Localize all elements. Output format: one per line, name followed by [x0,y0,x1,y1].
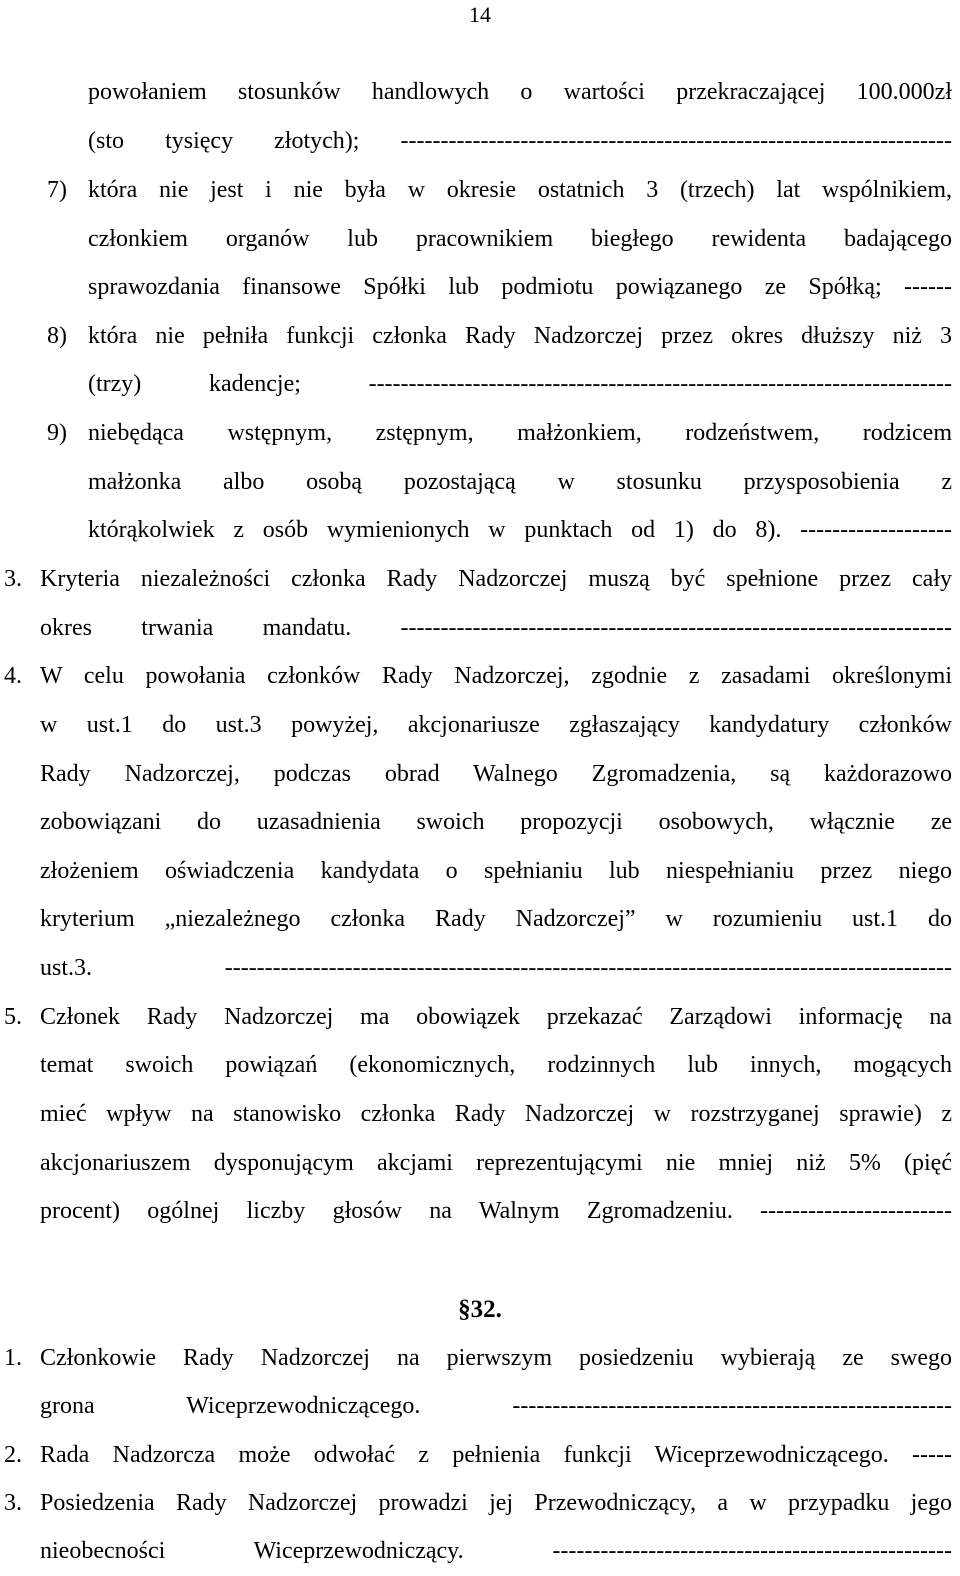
paragraph-line: Kryteria niezależności członka Rady Nadzorczej muszą być spełnione przez cały [40,566,952,592]
paragraph-line: Członek Rady Nadzorczej ma obowiązek przekazać Zarządowi informację na [40,1004,952,1030]
paragraph-line: zobowiązani do uzasadnienia swoich propozycji osobowych, włącznie ze [40,809,952,835]
paragraph-line: która nie jest i nie była w okresie ostatnich 3 (trzech) lat wspólnikiem, [88,177,952,203]
paragraph-line: małżonka albo osobą pozostającą w stosunku przysposobienia z [88,469,952,495]
list-item-number: 1. [4,1345,22,1371]
paragraph-line: okres trwania mandatu. --------------------------------------------------------------------- [40,615,952,641]
list-item-number: 8) [47,323,67,349]
paragraph-line: którąkolwiek z osób wymienionych w punktach od 1) do 8). ------------------- [88,517,952,543]
paragraph-line: Rady Nadzorczej, podczas obrad Walnego Zgromadzenia, są każdorazowo [40,761,952,787]
section-title: §32. [458,1296,502,1323]
list-item-number: 5. [4,1004,22,1030]
list-item-number: 9) [47,420,67,446]
list-item-number: 3. [4,1490,22,1516]
paragraph-line: powołaniem stosunków handlowych o wartości przekraczającej 100.000zł [88,79,952,105]
paragraph-line: akcjonariuszem dysponującym akcjami reprezentującymi nie mniej niż 5% (pięć [40,1150,952,1176]
paragraph-line: w ust.1 do ust.3 powyżej, akcjonariusze zgłaszający kandydatury członków [40,712,952,738]
paragraph-line: kryterium „niezależnego członka Rady Nadzorczej” w rozumieniu ust.1 do [40,906,952,932]
paragraph-line: ust.3. ------------------------------------------------------------------------------------------- [40,955,952,981]
list-item-number: 2. [4,1442,22,1468]
paragraph-line: Posiedzenia Rady Nadzorczej prowadzi jej Przewodniczący, a w przypadku jego [40,1490,952,1516]
list-item-number: 3. [4,566,22,592]
paragraph-line: grona Wiceprzewodniczącego. ------------------------------------------------------- [40,1393,952,1419]
paragraph-line: Członkowie Rady Nadzorczej na pierwszym posiedzeniu wybierają ze swego [40,1345,952,1371]
page-number: 14 [469,2,491,27]
paragraph-line: (sto tysięcy złotych); --------------------------------------------------------------------- [88,128,952,154]
paragraph-line: mieć wpływ na stanowisko członka Rady Nadzorczej w rozstrzyganej sprawie) z [40,1101,952,1127]
paragraph-line: członkiem organów lub pracownikiem biegłego rewidenta badającego [88,226,952,252]
paragraph-line: Rada Nadzorcza może odwołać z pełnienia funkcji Wiceprzewodniczącego. ----- [40,1442,952,1468]
list-item-number: 4. [4,663,22,689]
paragraph-line: W celu powołania członków Rady Nadzorczej, zgodnie z zasadami określonymi [40,663,952,689]
paragraph-line: sprawozdania finansowe Spółki lub podmiotu powiązanego ze Spółką; ------ [88,274,952,300]
paragraph-line: nieobecności Wiceprzewodniczący. -------------------------------------------------- [40,1538,952,1564]
paragraph-line: procent) ogólnej liczby głosów na Walnym Zgromadzeniu. ------------------------ [40,1198,952,1224]
paragraph-line: (trzy) kadencje; ------------------------------------------------------------------------- [88,371,952,397]
list-item-number: 7) [47,177,67,203]
paragraph-line: temat swoich powiązań (ekonomicznych, rodzinnych lub innych, mogących [40,1052,952,1078]
paragraph-line: która nie pełniła funkcji członka Rady Nadzorczej przez okres dłuższy niż 3 [88,323,952,349]
paragraph-line: niebędąca wstępnym, zstępnym, małżonkiem, rodzeństwem, rodzicem [88,420,952,446]
paragraph-line: złożeniem oświadczenia kandydata o spełnianiu lub niespełnianiu przez niego [40,858,952,884]
